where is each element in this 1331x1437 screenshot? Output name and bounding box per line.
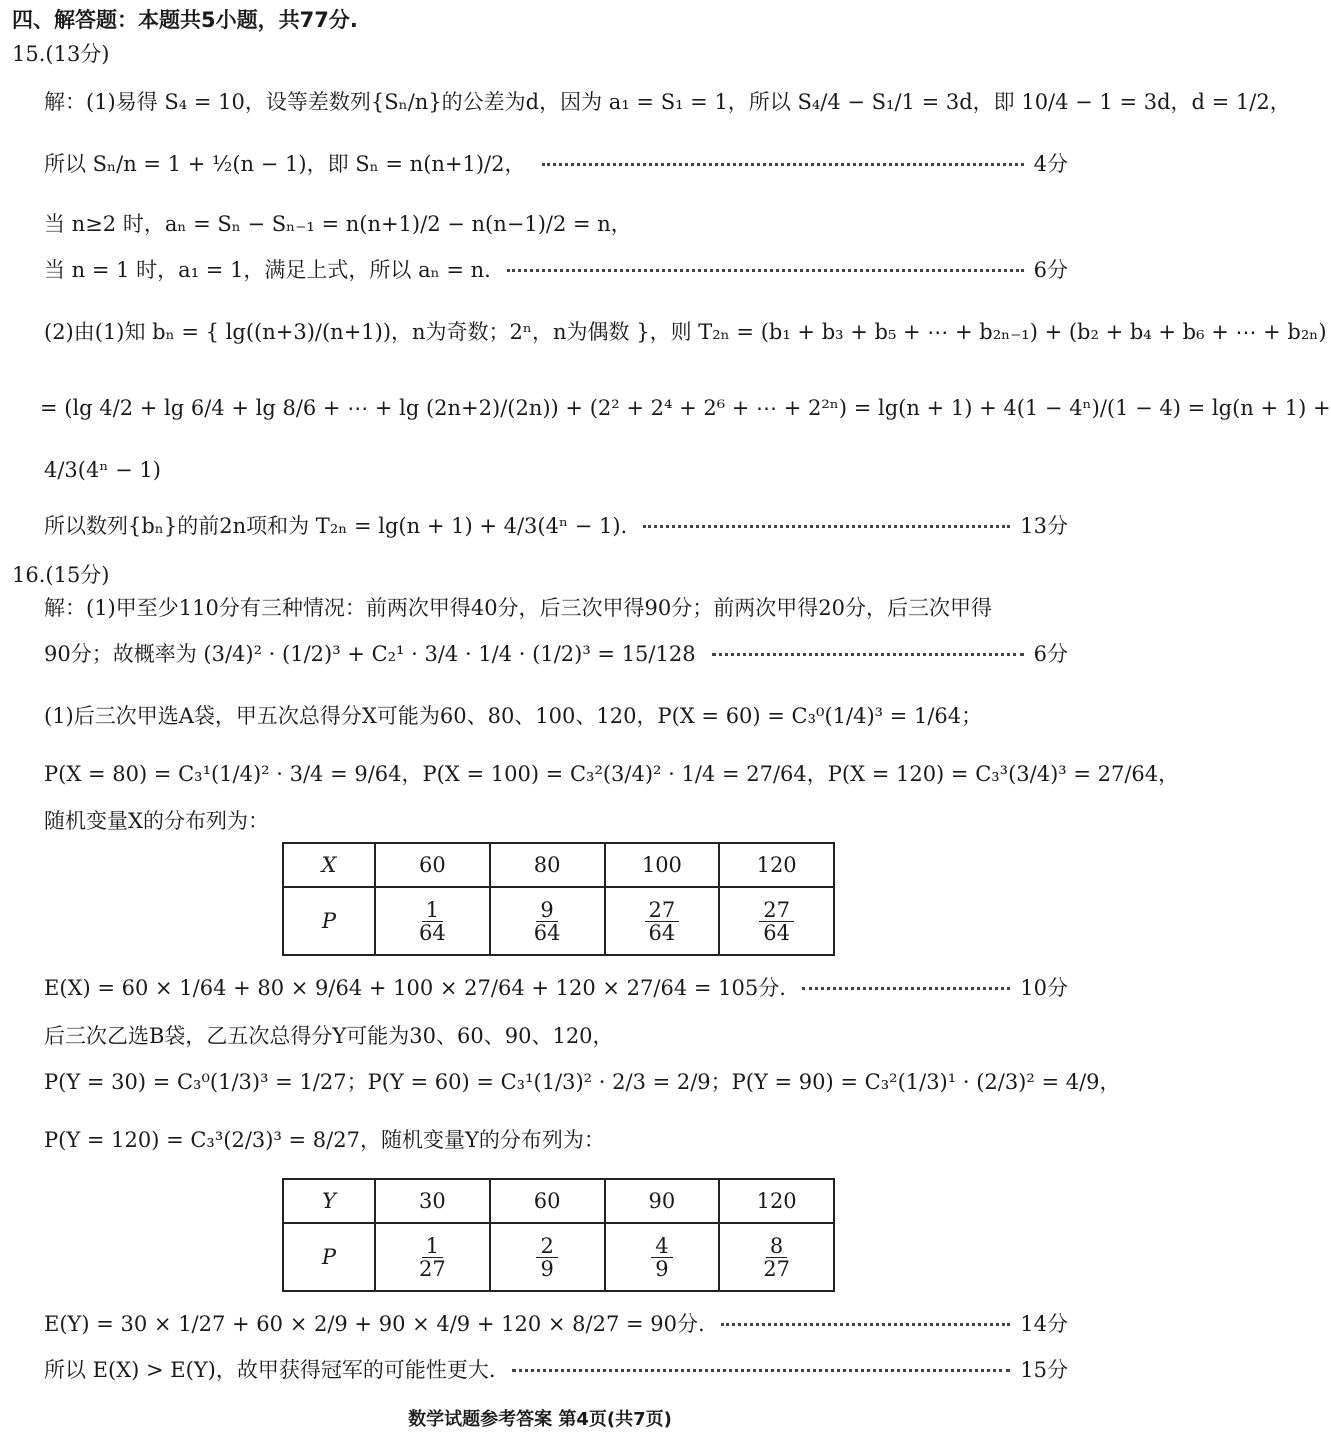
q15-line-4 [44,258,1068,283]
line-text: E(Y) = 30 × 1/27 + 60 × 2/9 + 90 × 4/9 + 120 × 8/27 = 90分. [44,1312,705,1336]
leader-dots [712,653,1024,656]
table-row-probs [283,1223,834,1291]
line-text: (1)后三次甲选A袋，甲五次总得分X可能为60、80、100、120，P(X = 60) = C₃⁰(1/4)³ = 1/64； [44,704,983,728]
leader-dots [512,1369,1011,1372]
leader-dots [542,163,1024,166]
table-cell-value: 120 [719,843,834,887]
table-row-values [283,1179,834,1223]
score-mark: 6分 [1033,642,1068,666]
line-text: 后三次乙选B袋，乙五次总得分Y可能为30、60、90、120， [44,1024,614,1048]
table-var-label: Y [283,1179,375,1223]
q16-number [12,563,1068,588]
leader-dots [643,525,1010,528]
line-text: E(X) = 60 × 1/64 + 80 × 9/64 + 100 × 27/64 + 120 × 27/64 = 105分. [44,976,786,1000]
q15-line-2 [44,152,1068,177]
score-mark: 10分 [1020,976,1068,1000]
leader-dots [721,1323,1011,1326]
table-row-probs [283,887,834,955]
table-cell-prob: $\frac{4}{9}$ [605,1223,720,1291]
section-header [12,8,1068,33]
q16-line-2 [44,642,1068,667]
score-mark: 6分 [1033,258,1068,282]
table-cell-value: 100 [605,843,720,887]
distribution-table-y [282,1178,835,1292]
table-cell-prob: $\frac{2}{9}$ [490,1223,605,1291]
q15-line-1 [44,90,1291,115]
line-text: 90分；故概率为 (3/4)² · (1/2)³ + C₂¹ · 3/4 · 1/4 · (1/2)³ = 15/128 [44,642,696,666]
table-cell-value: 30 [375,1179,490,1223]
q16-line-7 [44,1024,1068,1049]
q16-number-text: 16.(15分) [12,563,110,587]
q16-line-5 [44,809,1068,834]
score-mark: 15分 [1020,1358,1068,1382]
line-text: 所以 Sₙ/n = 1 + ½(n − 1)，即 Sₙ = n(n+1)/2， [44,152,526,176]
table-cell-value: 80 [490,843,605,887]
line-text: P(Y = 30) = C₃⁰(1/3)³ = 1/27；P(Y = 60) = C₃¹(1/3)² · 2/3 = 2/9；P(Y = 90) = C₃²(1/3)¹ · (2/3)² = 4/9， [44,1070,1121,1094]
line-text: 解：(1)甲至少110分有三种情况：前两次甲得40分，后三次甲得90分；前两次甲得20分，后三次甲得 [44,596,992,620]
score-mark: 13分 [1020,514,1068,538]
table-cell-prob: $\frac{9}{64}$ [490,887,605,955]
q15-number [12,42,1068,67]
q15-line-5 [44,320,1327,345]
q15-line-6 [40,396,1331,421]
table-prob-label: P [283,887,375,955]
table-cell-prob: $\frac{27}{64}$ [605,887,720,955]
score-mark: 4分 [1033,152,1068,176]
table-cell-prob: $\frac{8}{27}$ [719,1223,834,1291]
table-cell-prob: $\frac{1}{27}$ [375,1223,490,1291]
q15-line-8 [44,514,1068,539]
table-var-label: X [283,843,375,887]
line-text: 4/3(4ⁿ − 1) [44,458,161,482]
table-cell-prob: $\frac{1}{64}$ [375,887,490,955]
line-text: = (lg 4/2 + lg 6/4 + lg 8/6 + ⋯ + lg (2n+2)/(2n)) + (2² + 2⁴ + 2⁶ + ⋯ + 2²ⁿ) = lg(n + 1) + 4(1 − 4ⁿ)/(1 − 4) = lg(n + 1) + [40,396,1331,420]
table-cell-prob: $\frac{27}{64}$ [719,887,834,955]
section-header-text: 四、解答题：本题共5小题，共77分. [12,8,358,32]
line-text: P(Y = 120) = C₃³(2/3)³ = 8/27，随机变量Y的分布列为： [44,1128,605,1152]
q16-line-11 [44,1358,1068,1383]
table-row-values [283,843,834,887]
line-text: 随机变量X的分布列为： [44,809,269,833]
distribution-table-x [282,842,835,956]
table-cell-value: 120 [719,1179,834,1223]
line-text: 解：(1)易得 S₄ = 10，设等差数列{Sₙ/n}的公差为d，因为 a₁ = S₁ = 1，所以 S₄/4 − S₁/1 = 3d，即 10/4 − 1 = 3d，d = 1/2， [44,90,1291,114]
table-cell-value: 60 [490,1179,605,1223]
q16-line-1 [44,596,1068,621]
line-text: 所以数列{bₙ}的前2n项和为 T₂ₙ = lg(n + 1) + 4/3(4ⁿ − 1). [44,514,628,538]
q16-line-8 [44,1070,1121,1095]
q15-line-7 [44,458,1068,483]
score-mark: 14分 [1020,1312,1068,1336]
line-text: 当 n≥2 时，aₙ = Sₙ − Sₙ₋₁ = n(n+1)/2 − n(n−1)/2 = n， [44,212,632,236]
line-text: 当 n = 1 时，a₁ = 1，满足上式，所以 aₙ = n. [44,258,491,282]
q16-line-4 [44,762,1180,787]
line-text: P(X = 80) = C₃¹(1/4)² · 3/4 = 9/64，P(X = 100) = C₃²(3/4)² · 1/4 = 27/64，P(X = 120) = C₃³(3/4)³ = 27/64， [44,762,1180,786]
q15-number-text: 15.(13分) [12,42,110,66]
line-text: (2)由(1)知 bₙ = { lg((n+3)/(n+1))，n为奇数；2ⁿ，n为偶数 }，则 T₂ₙ = (b₁ + b₃ + b₅ + ⋯ + b₂ₙ₋₁) + (b₂ + b₄ + b₆ + ⋯ + b₂ₙ) [44,320,1327,344]
table-cell-value: 90 [605,1179,720,1223]
leader-dots [802,987,1010,990]
q16-line-9 [44,1128,1068,1153]
table-prob-label: P [283,1223,375,1291]
leader-dots [507,269,1024,272]
q16-line-6 [44,976,1068,1001]
q16-line-3 [44,704,1068,729]
q15-line-3 [44,212,1068,237]
line-text: 所以 E(X) > E(Y)，故甲获得冠军的可能性更大. [44,1358,496,1382]
table-cell-value: 60 [375,843,490,887]
q16-line-10 [44,1312,1068,1337]
page-footer: 数学试题参考答案 第4页(共7页) [408,1409,672,1430]
